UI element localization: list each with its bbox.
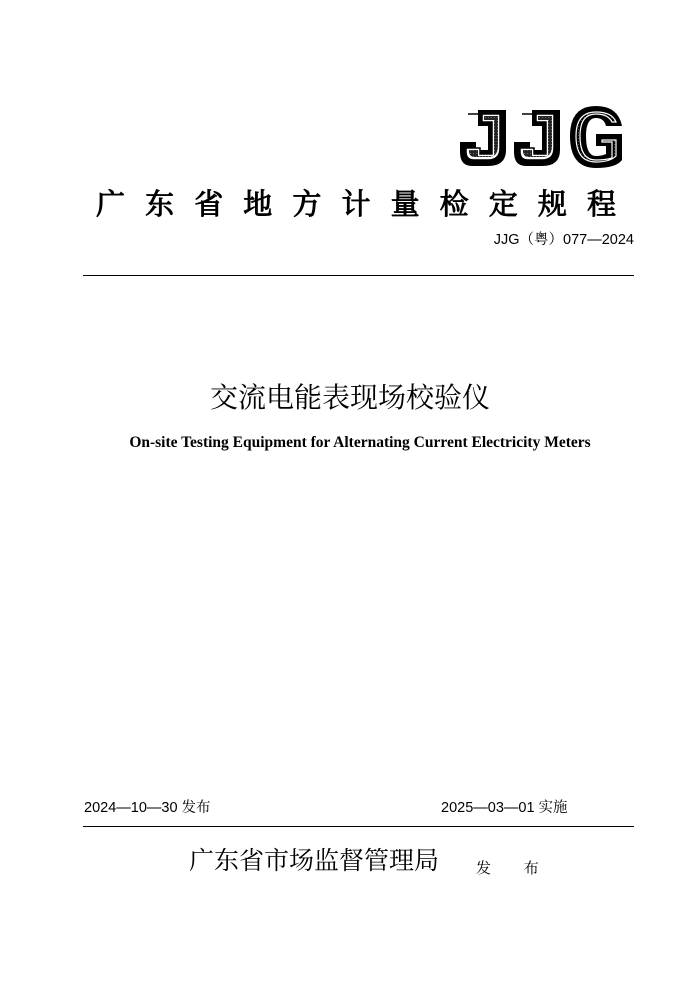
logo-letter-j2 [514,110,560,166]
series-title-char: 检 [439,187,469,221]
series-title-char: 程 [586,187,616,221]
series-title-char: 东 [145,187,175,221]
series-title-char: 方 [292,187,322,221]
issue-date: 2024—10—30 发布 [84,800,211,816]
logo-letter-j1 [460,110,506,166]
document-title-cn: 交流电能表现场校验仪 [209,381,490,414]
series-title-char: 量 [390,187,420,221]
series-title-char: 计 [341,187,371,221]
series-title-char: 省 [194,187,224,221]
implementation-date: 2025—03—01 实施 [441,800,568,816]
series-title-char: 地 [243,187,273,221]
publisher-name: 广东省市场监督管理局 [189,846,440,875]
publish-label: 发 布 [476,859,553,877]
document-title-en: On-site Testing Equipment for Alternating Current Electricity Meters [129,434,591,451]
logo-letter-g [570,106,622,168]
series-title-char: 定 [488,187,518,221]
series-title-char: 规 [537,187,567,221]
series-title [96,184,616,224]
bottom-divider [83,826,634,827]
jjg-emblem-icon [458,102,626,172]
standard-code: JJG（粤）077—2024 [493,232,634,248]
top-divider [83,275,634,276]
series-title-char: 广 [96,187,126,221]
